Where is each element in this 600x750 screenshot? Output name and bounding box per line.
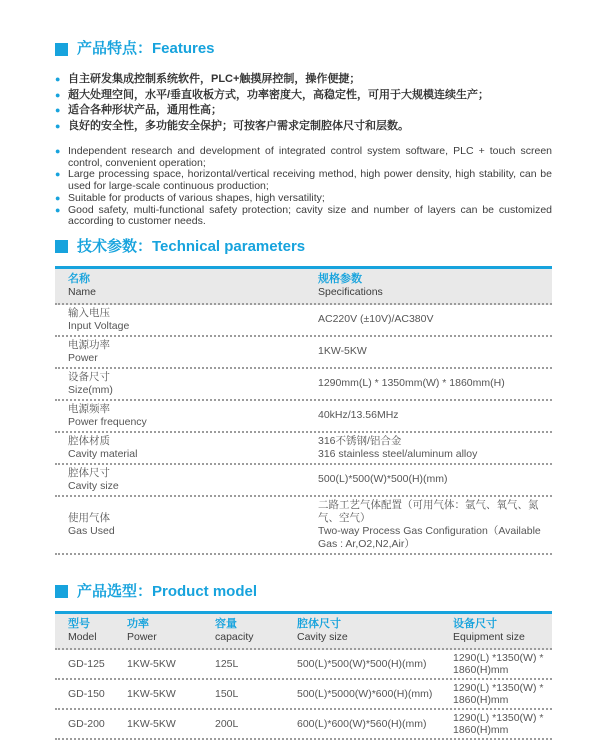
bullet-icon: ● [55, 105, 61, 115]
bullet-icon: ● [55, 192, 61, 203]
feature-item-zh [55, 103, 552, 119]
power-cell: 1KW-5KW [127, 687, 176, 700]
param-value: 500(L)*500(W)*500(H)(mm) [318, 473, 448, 486]
feature-item-zh [55, 72, 552, 88]
capacity-cell: 150L [215, 687, 239, 700]
table-row [55, 369, 552, 401]
features-bullets-zh [55, 72, 552, 134]
feature-item-en [55, 146, 552, 169]
header-capacity-column: 容量 capacity [215, 617, 254, 643]
equipment-size-cell: 1290(L) *1350(W) * 1860(H)mm [453, 681, 544, 706]
cavity-size-cell: 500(L)*500(W)*500(H)(mm) [297, 657, 427, 670]
table-row [55, 497, 552, 555]
feature-text: Suitable for products of various shapes, high versatility; [68, 191, 325, 204]
product-model-table [55, 611, 552, 740]
header-model-column: 型号 Model [68, 617, 97, 643]
param-value: 1KW-5KW [318, 345, 367, 358]
feature-text: Good safety, multi-functional safety protection; cavity size and number of layers can be customized according to customer needs. [68, 203, 552, 228]
model-cell: GD-200 [68, 717, 105, 730]
table-row [55, 465, 552, 497]
feature-text: Large processing space, horizontal/vertical receiving method, high power density, high stability, can be used for large-scale continuous production; [68, 168, 552, 193]
cavity-size-cell: 600(L)*600(W)*560(H)(mm) [297, 717, 427, 730]
product-model-section-title [55, 583, 552, 601]
table-row [55, 305, 552, 337]
feature-item-en [55, 205, 552, 228]
bullet-icon: ● [55, 89, 61, 100]
header-name-column: 名称 Name [68, 272, 97, 298]
bullet-icon: ● [55, 74, 61, 84]
table-row [55, 650, 552, 680]
capacity-cell: 125L [215, 657, 239, 670]
technical-parameters-table [55, 266, 552, 555]
section-marker-icon [55, 240, 68, 253]
cavity-size-cell: 500(L)*5000(W)*600(H)(mm) [297, 687, 433, 700]
bullet-icon: ● [55, 204, 61, 215]
features-section-title [55, 40, 552, 58]
power-cell: 1KW-5KW [127, 717, 176, 730]
table-row [55, 710, 552, 740]
table-row [55, 337, 552, 369]
feature-item-zh [55, 88, 552, 104]
param-name: 腔体材质 Cavity material [68, 434, 138, 460]
header-cavity-size-column: 腔体尺寸 Cavity size [297, 617, 348, 643]
param-value: 40kHz/13.56MHz [318, 409, 399, 422]
power-cell: 1KW-5KW [127, 657, 176, 670]
table-header [55, 266, 552, 305]
table-header [55, 611, 552, 650]
feature-item-en [55, 169, 552, 192]
feature-item-zh [55, 119, 552, 135]
header-spec-column: 规格参数 Specifications [318, 272, 383, 298]
header-power-column: 功率 Power [127, 617, 157, 643]
param-name: 输入电压 Input Voltage [68, 306, 130, 332]
feature-text: Independent research and development of integrated control system software, PLC + touch screen control, convenient operation; [68, 145, 552, 169]
table-row [55, 401, 552, 433]
param-name: 使用气体 Gas Used [68, 511, 115, 537]
param-name: 电源功率 Power [68, 338, 110, 364]
param-name: 腔体尺寸 Cavity size [68, 466, 119, 492]
features-bullets-en [55, 146, 552, 228]
section-marker-icon [55, 43, 68, 56]
param-value: 二路工艺气体配置（可用气体：氩气、氧气、氮气、空气） Two-way Process Gas Configuration（Available Gas : Ar,O2,N2,Air） [318, 498, 541, 550]
header-equipment-size-column: 设备尺寸 Equipment size [453, 617, 525, 643]
model-cell: GD-125 [68, 657, 105, 670]
bullet-icon: ● [55, 120, 61, 131]
feature-text: 适合各种形状产品，通用性高； [68, 104, 222, 116]
table-row [55, 680, 552, 710]
bullet-icon: ● [55, 169, 61, 180]
technical-section-title [55, 238, 552, 256]
table-row [55, 433, 552, 465]
features-title-text: 产品特点：Features [77, 40, 215, 57]
param-value: AC220V (±10V)/AC380V [318, 313, 434, 326]
equipment-size-cell: 1290(L) *1350(W) * 1860(H)mm [453, 651, 544, 676]
feature-text: 良好的安全性，多功能安全保护；可按客户需求定制腔体尺寸和层数。 [68, 119, 409, 132]
bullet-icon: ● [55, 146, 61, 156]
param-name: 电源频率 Power frequency [68, 402, 147, 428]
param-value: 316不锈钢/铝合金 316 stainless steel/aluminum alloy [318, 434, 478, 460]
equipment-size-cell: 1290(L) *1350(W) * 1860(H)mm [453, 711, 544, 736]
technical-title-text: 技术参数：Technical parameters [77, 237, 306, 255]
param-value: 1290mm(L) * 1350mm(W) * 1860mm(H) [318, 377, 505, 390]
feature-text: 自主研发集成控制系统软件，PLC+触摸屏控制，操作便捷； [68, 73, 361, 85]
section-marker-icon [55, 585, 68, 598]
product-model-title-text: 产品选型：Product model [77, 582, 258, 600]
feature-text: 超大处理空间，水平/垂直收板方式，功率密度大，高稳定性，可用于大规模连续生产； [68, 88, 490, 101]
model-cell: GD-150 [68, 687, 105, 700]
capacity-cell: 200L [215, 717, 239, 730]
feature-item-en [55, 193, 552, 205]
param-name: 设备尺寸 Size(mm) [68, 370, 113, 396]
